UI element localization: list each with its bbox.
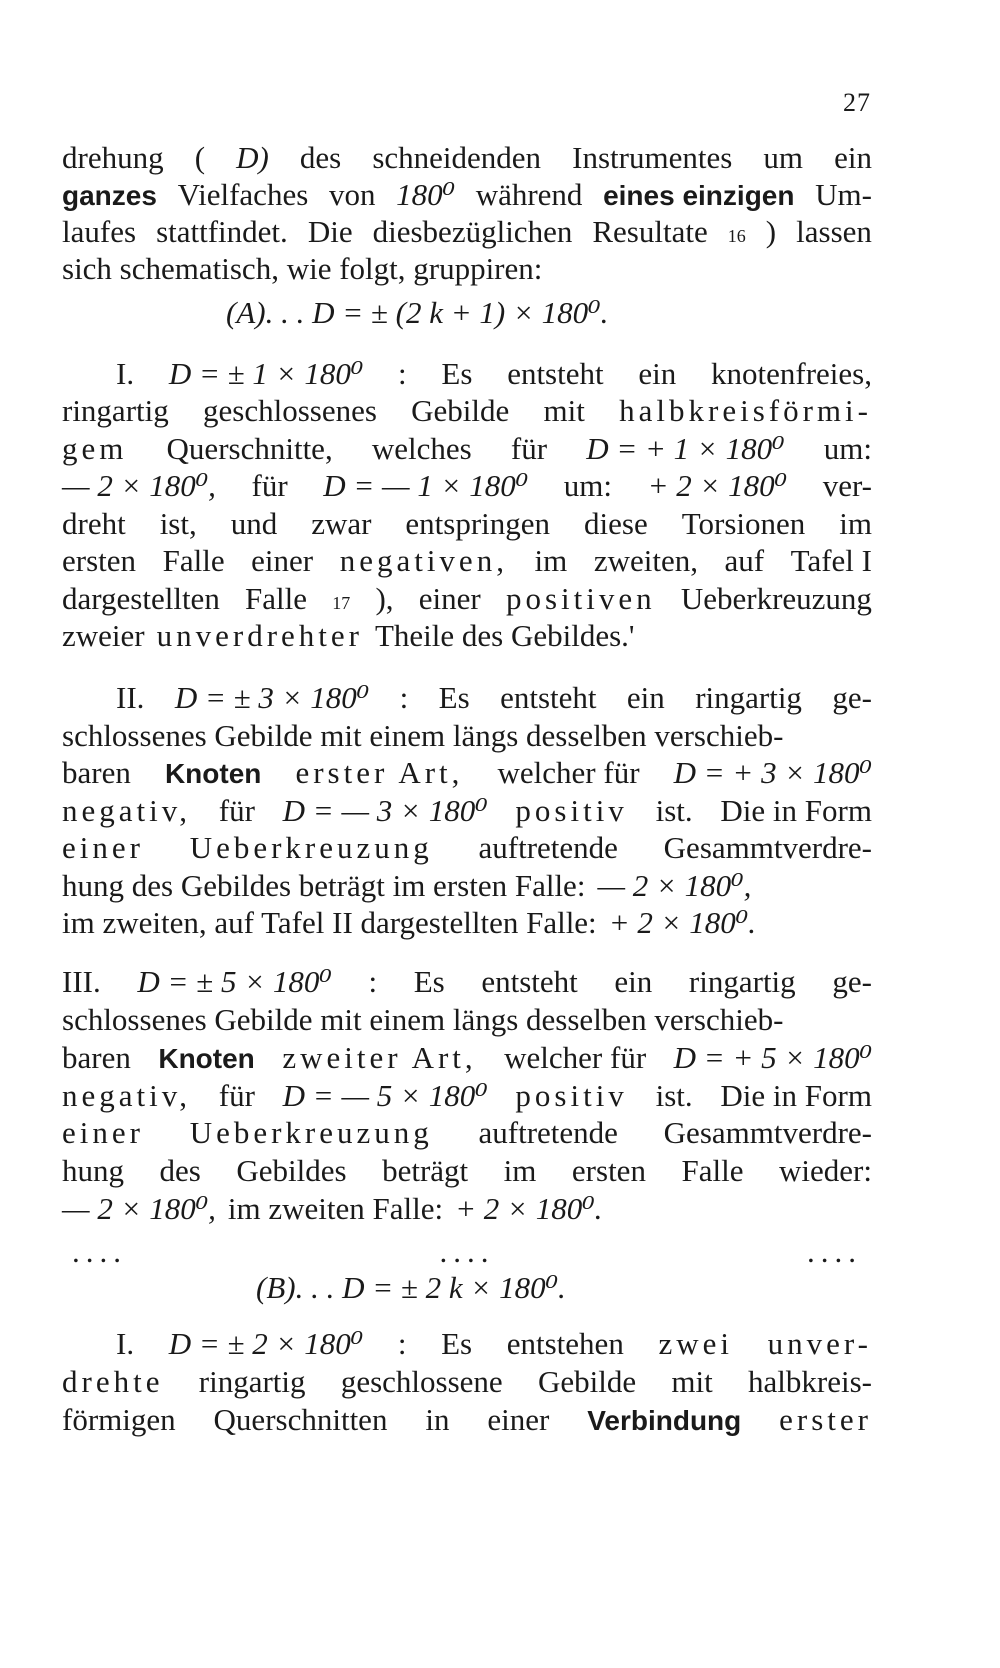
text-line [62,391,872,431]
text-line [62,716,872,756]
word: förmigen [62,1402,176,1437]
text-line [116,1324,872,1364]
word: .... [439,1234,495,1269]
text-line [62,828,872,868]
word: Es [441,356,473,391]
word: für [510,431,548,466]
word: zweiter Art, [282,1040,477,1075]
formula-text: D = ± 5 × 180⁰ [137,964,332,999]
word: Vielfaches [177,177,309,212]
word: stattfindet. [156,214,288,249]
word: Gebilde [537,1364,637,1399]
formula-text: D = — 1 × 180⁰ [323,468,529,503]
word: erster Art, [295,755,464,790]
word: Es [441,1326,473,1361]
word: im [839,506,872,541]
word: entstehen [506,1326,624,1361]
bold-term: Verbindung [587,1405,742,1436]
word: ist. [655,1078,693,1113]
text-line [62,466,872,506]
word: geschlossenes [203,393,377,428]
text-line [62,504,872,544]
text-line [62,1362,872,1402]
word: drehung [62,140,164,175]
word: negativ, [62,793,191,828]
word: ist. [655,793,693,828]
word: entspringen [405,506,551,541]
word: entsteht [507,356,604,391]
word: für [218,1078,255,1113]
word: während [475,177,583,212]
word: einer [487,1402,550,1437]
text-line [62,429,872,469]
formula-text: — 2 × 180⁰, [62,468,216,503]
text-line [226,293,872,333]
word: ersten [62,543,137,578]
word: ein [614,964,653,999]
text-line [62,1189,872,1229]
word: ein [834,140,872,175]
text-line [62,1038,872,1078]
word: drehte [62,1364,164,1399]
word: laufes [62,214,137,249]
word: einer [62,1115,144,1150]
word: auf [724,543,765,578]
word: Tafel I [790,543,872,578]
word: Resultate [592,214,708,249]
word: Falle [245,581,308,616]
word: im [503,1153,537,1188]
formula-text: D = + 3 × 180⁰ [673,755,872,790]
word: zweier [62,618,145,653]
word: schlossenes Gebilde mit einem längs desselben verschieb- [62,1002,784,1037]
bold-term: Knoten [158,1043,255,1074]
text-line [62,753,872,793]
word: ersten [571,1153,646,1188]
word: Um- [815,177,872,212]
text-line [62,1000,872,1040]
text-line [62,616,872,656]
formula-text: 180⁰ [396,177,456,212]
bold-term: eines einzigen [603,180,795,211]
word: : [368,964,378,999]
word: Gesammtverdre- [663,1115,872,1150]
word: III. [62,964,101,999]
word: positiv [515,793,628,828]
word: auftretende [478,830,618,865]
formula-text: D) [236,140,269,175]
word: im zweiten Falle: [227,1191,444,1226]
word: Die in Form [720,1078,872,1113]
text-line [62,1151,872,1191]
word: negativ, [62,1078,191,1113]
page-number: 27 [843,88,871,117]
text-line [62,1113,872,1153]
formula-text: (A). . . D = ± (2 k + 1) × 180⁰. [226,295,609,330]
word: einer [251,543,314,578]
text-line [62,175,872,215]
word: Die [307,214,353,249]
word: entsteht [500,680,597,715]
word: ringartig [62,393,169,428]
word: für [218,793,255,828]
word: um [763,140,804,175]
word: knotenfreies, [711,356,872,391]
text-line [62,791,872,831]
word: gem [62,431,128,466]
formula-text: + 2 × 180⁰ [647,468,788,503]
word: einer [418,581,481,616]
word: ein [626,680,665,715]
text-line [62,1076,872,1116]
word: hung [62,1153,124,1188]
word: sich schematisch, wie folgt, gruppiren: [62,251,543,286]
word: unver- [767,1326,872,1361]
word: lassen [796,214,872,249]
word: .... [807,1234,862,1269]
word: und [230,506,278,541]
formula-text: D = + 1 × 180⁰ [586,431,785,466]
word: ein [638,356,677,391]
bold-term: Knoten [164,758,262,789]
word: Gebilde [411,393,510,428]
word: Es [413,964,445,999]
word: negativen, [339,543,508,578]
bold-term: ganzes [62,180,157,211]
word: Torsionen [681,506,806,541]
word: mit [543,393,585,428]
word: : [399,680,409,715]
word: ringartig [688,964,796,999]
text-line [256,1268,872,1308]
word: Es [438,680,470,715]
word: mit [671,1364,713,1399]
word: ( [194,140,206,175]
word: welches [371,431,472,466]
text-line: dargestellten Falle 17 ), einer positiven Ueberkreuzung [62,579,872,619]
word: positiv [515,1078,628,1113]
text-line [62,541,872,581]
word: Ueberkreuzung [189,830,433,865]
word: im zweiten, auf Tafel II dargestellten Falle: [62,905,597,940]
text-line [62,903,872,943]
word: zwei [658,1326,734,1361]
text-line [62,962,872,1002]
formula-text: (B). . . D = ± 2 k × 180⁰. [256,1270,566,1305]
word: ver- [822,468,872,503]
word: schlossenes Gebilde mit einem längs desselben verschieb- [62,718,784,753]
word: unverdrehter [156,618,363,653]
formula-text: D = ± 2 × 180⁰ [168,1326,364,1361]
word: Die in Form [720,793,872,828]
word: baren [62,755,131,790]
word: I. [116,356,135,391]
text-line [116,354,872,394]
word: halbkreis- [748,1364,872,1399]
word: ) [765,214,777,249]
word: einer [62,830,144,865]
word: Ueberkreuzung [680,581,872,616]
word: II. [116,680,145,715]
word: .... [72,1234,127,1269]
word: ist, [159,506,197,541]
word: geschlossene [340,1364,503,1399]
word: im [534,543,568,578]
word: : [397,1326,407,1361]
word: ), [375,581,394,616]
word: I. [116,1326,135,1361]
word: in [425,1402,450,1437]
word: Falle [162,543,225,578]
word: Gesammtverdre- [663,830,872,865]
word: auftretende [478,1115,618,1150]
word: Gebildes [236,1153,347,1188]
word: Theile des Gebildes.' [374,618,635,653]
word: dargestellten [62,581,220,616]
formula-text: + 2 × 180⁰. [455,1191,603,1226]
text-line [62,138,872,178]
word: halbkreisförmi- [619,393,872,428]
text-line [116,678,872,718]
word: diesbezüglichen [372,214,573,249]
formula-text: D = ± 1 × 180⁰ [168,356,364,391]
word: ge- [832,964,872,999]
word: zwar [311,506,372,541]
word: baren [62,1040,131,1075]
formula-text: D = ± 3 × 180⁰ [174,680,370,715]
word: um: [563,468,613,503]
word: welcher für [497,755,640,790]
word: ringartig [198,1364,306,1399]
word: erster [779,1402,872,1437]
word: hung des Gebildes beträgt im ersten Falle: [62,868,586,903]
formula-text: D = — 5 × 180⁰ [282,1078,488,1113]
word: Falle [681,1153,744,1188]
formula-text: D = — 3 × 180⁰ [282,793,488,828]
word: ringartig [695,680,802,715]
word: schneidenden [372,140,542,175]
text-line [62,1232,872,1272]
word: wieder: [778,1153,872,1188]
word: welcher für [504,1040,647,1075]
word: ge- [832,680,872,715]
word: : [398,356,407,391]
word: für [251,468,288,503]
formula-text: D = + 5 × 180⁰ [673,1040,872,1075]
word: positiven [505,581,656,616]
word: um: [823,431,872,466]
word: Ueberkreuzung [189,1115,433,1150]
text-line: laufes stattfindet. Die diesbezüglichen Resultate 16 ) lassen [62,212,872,252]
word: beträgt [382,1153,469,1188]
word: Querschnitten [213,1402,388,1437]
formula-text: — 2 × 180⁰, [62,1191,216,1226]
formula-text: + 2 × 180⁰. [608,905,756,940]
word: des [299,140,342,175]
text-line [62,866,872,906]
formula-text: — 2 × 180⁰, [597,868,752,903]
text-line [62,1400,872,1440]
word: diese [584,506,648,541]
word: Querschnitte, [166,431,333,466]
word: von [328,177,376,212]
word: entsteht [481,964,578,999]
word: dreht [62,506,126,541]
word: Instrumentes [572,140,733,175]
word: zweiten, [593,543,698,578]
word: des [159,1153,201,1188]
text-line [62,249,872,289]
